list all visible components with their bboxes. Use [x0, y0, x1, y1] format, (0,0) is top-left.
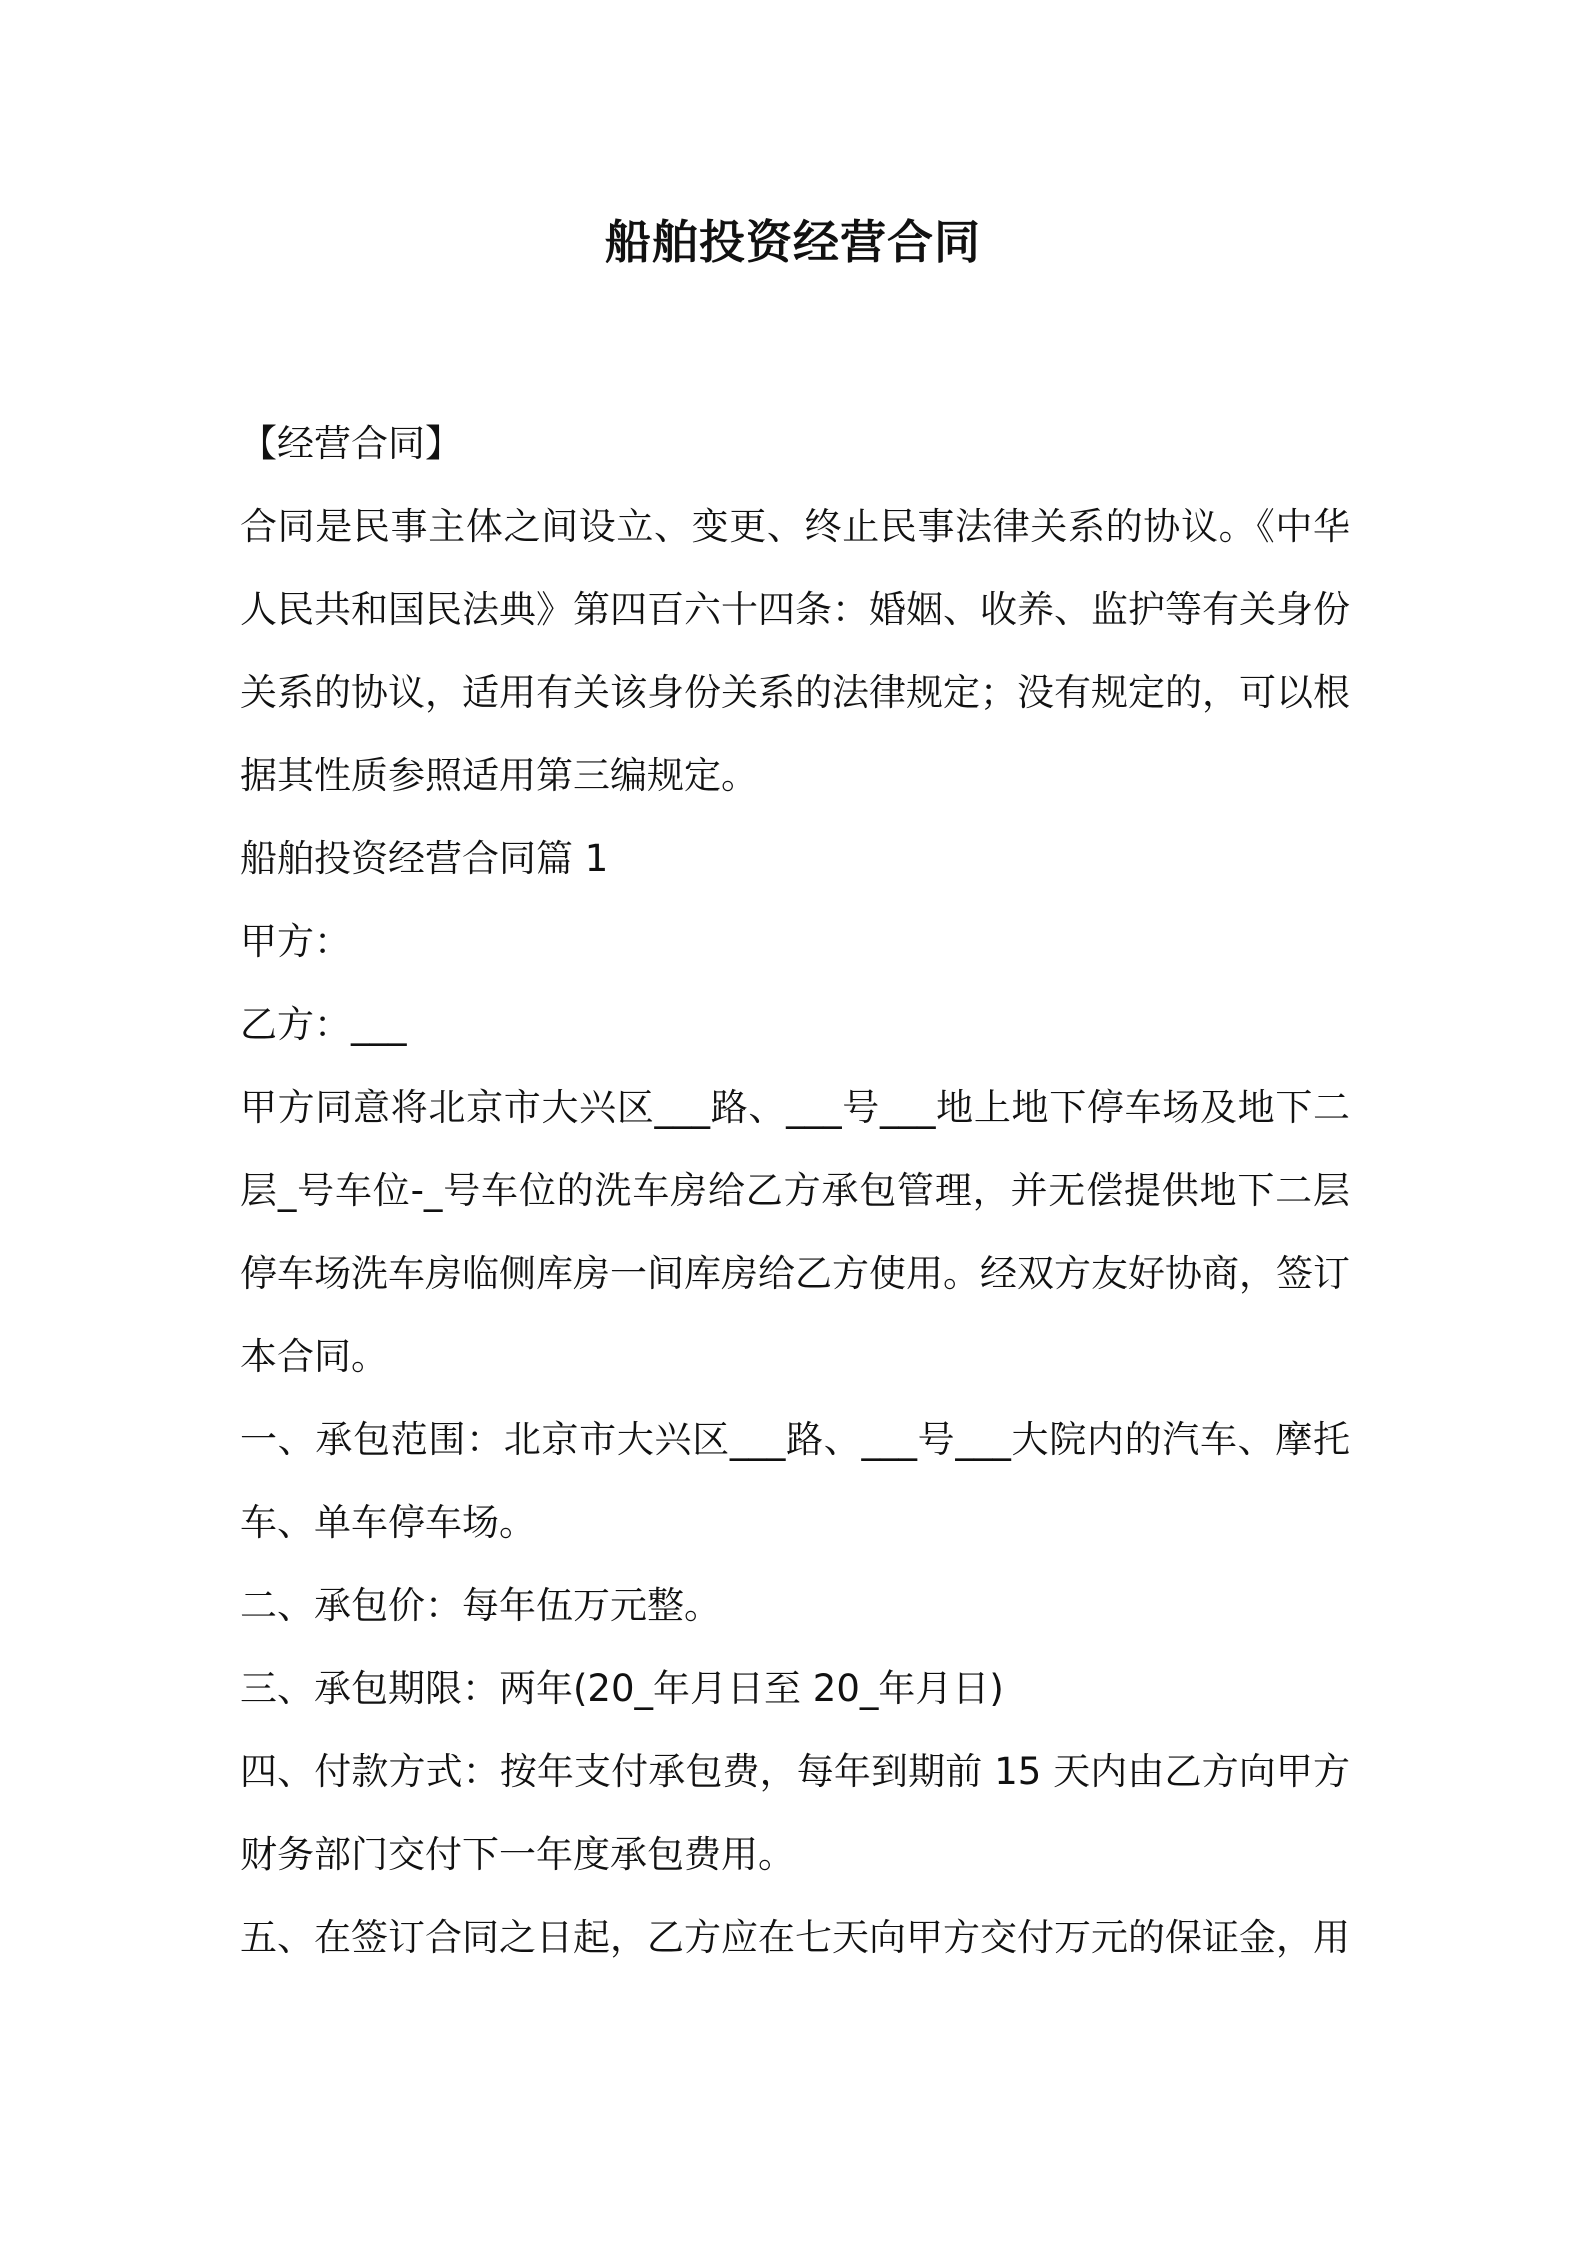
- party-a-line: 甲方：: [240, 920, 351, 963]
- clause-price: 二、承包价：每年伍万元整。: [240, 1584, 721, 1627]
- contract-subtitle: 船舶投资经营合同篇 1: [240, 837, 609, 880]
- clause-term: 三、承包期限：两年(20_年月日至 20_年月日): [240, 1667, 1004, 1710]
- document-body: [240, 402, 1350, 1979]
- section-heading: 【经营合同】: [240, 422, 462, 465]
- agreement-paragraph: 甲方同意将北京市大兴区___路、___号___地上地下停车场及地下二层_号车位-_号车位的洗车房给乙方承包管理，并无偿提供地下二层停车场洗车房临侧库房一间库房给乙方使用。经双方友好协商，签订本合同。: [240, 1086, 1350, 1378]
- clause-deposit: 五、在签订合同之日起，乙方应在七天向甲方交付万元的保证金，用: [240, 1916, 1350, 1959]
- intro-paragraph: 合同是民事主体之间设立、变更、终止民事法律关系的协议。《中华人民共和国民法典》第四百六十四条：婚姻、收养、监护等有关身份关系的协议，适用有关该身份关系的法律规定；没有规定的，可以根据其性质参照适用第三编规定。: [240, 505, 1350, 797]
- party-b-line: 乙方：___: [240, 1003, 407, 1046]
- document-title: 船舶投资经营合同: [605, 215, 981, 269]
- clause-scope: 一、承包范围：北京市大兴区___路、___号___大院内的汽车、摩托车、单车停车场。: [240, 1418, 1350, 1544]
- clause-payment: 四、付款方式：按年支付承包费，每年到期前 15 天内由乙方向甲方财务部门交付下一年度承包费用。: [240, 1750, 1350, 1876]
